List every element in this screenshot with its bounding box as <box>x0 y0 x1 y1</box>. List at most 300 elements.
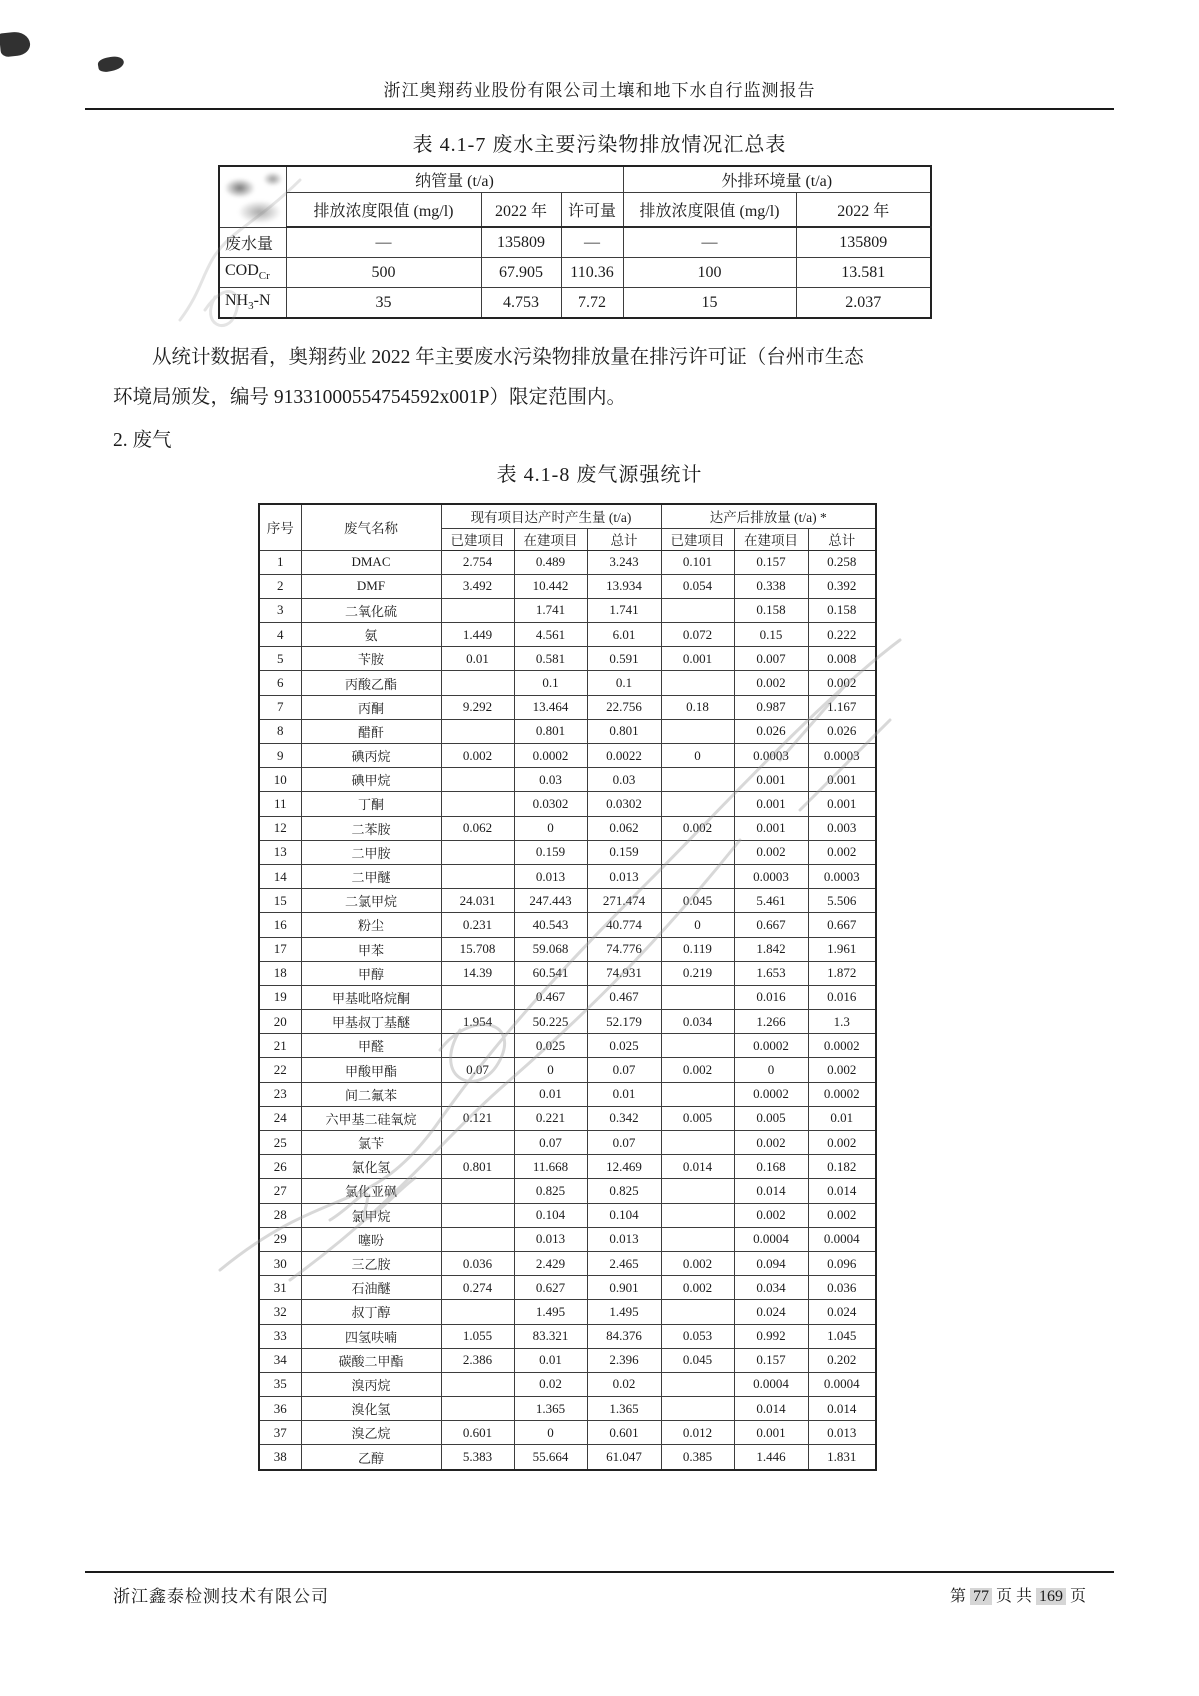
row-index: 30 <box>259 1251 301 1275</box>
value-cell <box>661 1203 734 1227</box>
value-cell: 0.005 <box>661 1106 734 1130</box>
value-cell: 0.013 <box>587 864 661 888</box>
row-index: 36 <box>259 1397 301 1421</box>
value-cell: 0.667 <box>808 913 876 937</box>
gas-name: DMAC <box>301 550 441 574</box>
value-cell: 247.443 <box>514 889 587 913</box>
value-cell: 0.0002 <box>808 1034 876 1058</box>
value-cell: 0.001 <box>734 768 808 792</box>
value-cell: 0.202 <box>808 1348 876 1372</box>
value-cell: 0.002 <box>661 816 734 840</box>
value-cell: 2.754 <box>441 550 514 574</box>
paragraph-line: 环境局颁发，编号 91331000554754592x001P）限定范围内。 <box>113 387 626 408</box>
gas-name: 氯苄 <box>301 1131 441 1155</box>
value-cell: 0.581 <box>514 647 587 671</box>
gas-name: 丙酸乙酯 <box>301 671 441 695</box>
value-cell: 0 <box>514 1058 587 1082</box>
row-index: 33 <box>259 1324 301 1348</box>
value-cell: 74.931 <box>587 961 661 985</box>
row-index: 4 <box>259 623 301 647</box>
header-rule <box>85 108 1114 110</box>
table-row <box>259 1397 876 1421</box>
value-cell: 1.741 <box>514 598 587 622</box>
value-cell <box>661 1131 734 1155</box>
value-cell: 1.365 <box>514 1397 587 1421</box>
value-cell: 0.07 <box>514 1131 587 1155</box>
value-cell: 0.159 <box>514 840 587 864</box>
value-cell: 0.219 <box>661 961 734 985</box>
value-cell: 0.001 <box>808 792 876 816</box>
value-cell: 0.342 <box>587 1106 661 1130</box>
value-cell: 135809 <box>481 227 561 258</box>
page-label: 页 共 <box>995 1588 1032 1605</box>
table-row <box>259 840 876 864</box>
table-row <box>259 695 876 719</box>
value-cell: 1.831 <box>808 1445 876 1470</box>
value-cell: 1.045 <box>808 1324 876 1348</box>
row-index: 5 <box>259 647 301 671</box>
value-cell: 0.157 <box>734 1348 808 1372</box>
value-cell: 0.157 <box>734 550 808 574</box>
value-cell <box>661 1300 734 1324</box>
gas-name: 间二氟苯 <box>301 1082 441 1106</box>
value-cell: 0.025 <box>587 1034 661 1058</box>
value-cell: 1.842 <box>734 937 808 961</box>
column-group-generation: 现有项目达产时产生量 (t/a) <box>441 504 661 528</box>
table-row <box>259 1276 876 1300</box>
footer-company: 浙江鑫泰检测技术有限公司 <box>113 1587 329 1606</box>
value-cell: 12.469 <box>587 1155 661 1179</box>
value-cell: 0.801 <box>514 719 587 743</box>
value-cell: 84.376 <box>587 1324 661 1348</box>
row-index: 14 <box>259 864 301 888</box>
value-cell: 0.627 <box>514 1276 587 1300</box>
value-cell: 1.653 <box>734 961 808 985</box>
scan-ink-mark <box>0 30 31 57</box>
gas-name: 甲苯 <box>301 937 441 961</box>
value-cell: 9.292 <box>441 695 514 719</box>
table-row <box>259 1227 876 1251</box>
value-cell: 0.003 <box>808 816 876 840</box>
table1-title: 表 4.1-7 废水主要污染物排放情况汇总表 <box>412 134 787 156</box>
table-row <box>259 1445 876 1470</box>
table-row <box>259 1179 876 1203</box>
value-cell: 2.386 <box>441 1348 514 1372</box>
table-row <box>259 889 876 913</box>
row-index: 2 <box>259 574 301 598</box>
value-cell: 0 <box>661 744 734 768</box>
value-cell: 0.0302 <box>514 792 587 816</box>
table-row <box>259 1203 876 1227</box>
gas-name: 溴丙烷 <box>301 1372 441 1396</box>
value-cell: 0.119 <box>661 937 734 961</box>
row-index: 23 <box>259 1082 301 1106</box>
value-cell: 0.01 <box>514 1082 587 1106</box>
value-cell: 0.15 <box>734 623 808 647</box>
value-cell: 13.934 <box>587 574 661 598</box>
page-label: 第 <box>949 1588 966 1605</box>
table-row <box>259 913 876 937</box>
value-cell: 0.016 <box>734 985 808 1009</box>
value-cell: 0.258 <box>808 550 876 574</box>
value-cell: 0.591 <box>587 647 661 671</box>
value-cell: 3.243 <box>587 550 661 574</box>
value-cell: 0 <box>661 913 734 937</box>
column-header: 总计 <box>808 528 876 550</box>
value-cell: 0.104 <box>587 1203 661 1227</box>
value-cell: 0.0003 <box>734 744 808 768</box>
row-index: 27 <box>259 1179 301 1203</box>
value-cell: 500 <box>286 258 481 288</box>
value-cell: 15.708 <box>441 937 514 961</box>
table-row <box>259 1300 876 1324</box>
value-cell: 0.992 <box>734 1324 808 1348</box>
value-cell <box>661 768 734 792</box>
value-cell <box>441 1397 514 1421</box>
value-cell: 0.002 <box>734 840 808 864</box>
table-row <box>259 574 876 598</box>
value-cell: 0.034 <box>734 1276 808 1300</box>
current-page-number: 77 <box>970 1588 992 1605</box>
value-cell: 100 <box>623 258 796 288</box>
column-header: 总计 <box>587 528 661 550</box>
gas-name: 二甲醚 <box>301 864 441 888</box>
table-header-row <box>219 166 931 192</box>
value-cell: 0.01 <box>514 1348 587 1372</box>
value-cell: 2.396 <box>587 1348 661 1372</box>
table-row <box>219 258 931 288</box>
gas-name: 碳酸二甲酯 <box>301 1348 441 1372</box>
row-index: 35 <box>259 1372 301 1396</box>
table-row <box>259 985 876 1009</box>
value-cell: 0.002 <box>734 1131 808 1155</box>
row-index: 16 <box>259 913 301 937</box>
table-row <box>259 1058 876 1082</box>
row-index: 8 <box>259 719 301 743</box>
table-row <box>259 671 876 695</box>
table-row <box>259 1251 876 1275</box>
gas-name: 丁酮 <box>301 792 441 816</box>
value-cell: 0.467 <box>514 985 587 1009</box>
table-row <box>259 1324 876 1348</box>
value-cell: 0.104 <box>514 1203 587 1227</box>
table-row <box>219 288 931 319</box>
table-row <box>259 623 876 647</box>
value-cell: 0.07 <box>587 1058 661 1082</box>
value-cell: 0.159 <box>587 840 661 864</box>
paragraph-line: 从统计数据看，奥翔药业 2022 年主要废水污染物排放量在排污许可证（台州市生态 <box>152 347 864 368</box>
value-cell: 0.002 <box>734 1203 808 1227</box>
value-cell: 0.002 <box>661 1251 734 1275</box>
value-cell: 0.054 <box>661 574 734 598</box>
value-cell <box>661 598 734 622</box>
gas-name: 二氧化硫 <box>301 598 441 622</box>
value-cell: 0.121 <box>441 1106 514 1130</box>
value-cell: 1.3 <box>808 1010 876 1034</box>
gas-name: DMF <box>301 574 441 598</box>
value-cell: 10.442 <box>514 574 587 598</box>
row-index: 37 <box>259 1421 301 1445</box>
value-cell: 0.825 <box>587 1179 661 1203</box>
value-cell: 55.664 <box>514 1445 587 1470</box>
gas-name: 四氢呋喃 <box>301 1324 441 1348</box>
value-cell: 1.495 <box>587 1300 661 1324</box>
table-row <box>259 961 876 985</box>
column-header: 2022 年 <box>796 192 931 227</box>
gas-name: 甲醇 <box>301 961 441 985</box>
value-cell: 40.543 <box>514 913 587 937</box>
table-row <box>259 1082 876 1106</box>
table-subheader-row <box>219 192 931 227</box>
value-cell <box>441 1034 514 1058</box>
footer-page-number <box>950 1583 1086 1606</box>
value-cell: 2.429 <box>514 1251 587 1275</box>
value-cell: 1.741 <box>587 598 661 622</box>
value-cell: 1.266 <box>734 1010 808 1034</box>
value-cell <box>441 985 514 1009</box>
value-cell <box>661 1082 734 1106</box>
value-cell: 0.168 <box>734 1155 808 1179</box>
waste-gas-source-table <box>258 503 877 1471</box>
value-cell: 0.014 <box>734 1397 808 1421</box>
table-row <box>259 864 876 888</box>
gas-name: 乙醇 <box>301 1445 441 1470</box>
value-cell: 0.001 <box>734 1421 808 1445</box>
value-cell: 0.005 <box>734 1106 808 1130</box>
value-cell: 0.467 <box>587 985 661 1009</box>
value-cell: 0.016 <box>808 985 876 1009</box>
value-cell: 0.001 <box>734 792 808 816</box>
value-cell: 1.872 <box>808 961 876 985</box>
gas-name: 叔丁醇 <box>301 1300 441 1324</box>
value-cell: 0.096 <box>808 1251 876 1275</box>
value-cell: 0.014 <box>734 1179 808 1203</box>
row-index: 11 <box>259 792 301 816</box>
value-cell: 0.489 <box>514 550 587 574</box>
scan-smudge <box>220 167 286 227</box>
value-cell: 0.182 <box>808 1155 876 1179</box>
row-index: 10 <box>259 768 301 792</box>
row-index: 25 <box>259 1131 301 1155</box>
row-index: 22 <box>259 1058 301 1082</box>
table-row <box>259 1010 876 1034</box>
gas-name: 二氯甲烷 <box>301 889 441 913</box>
row-index: 18 <box>259 961 301 985</box>
value-cell: 0 <box>734 1058 808 1082</box>
row-index: 28 <box>259 1203 301 1227</box>
value-cell: 0.024 <box>808 1300 876 1324</box>
value-cell: 67.905 <box>481 258 561 288</box>
value-cell: 0.094 <box>734 1251 808 1275</box>
value-cell: — <box>561 227 623 258</box>
table-row <box>219 227 931 258</box>
corner-cell <box>219 166 286 227</box>
value-cell: 0.07 <box>441 1058 514 1082</box>
row-index: 26 <box>259 1155 301 1179</box>
value-cell: 0.026 <box>808 719 876 743</box>
gas-name: 三乙胺 <box>301 1251 441 1275</box>
value-cell: 13.464 <box>514 695 587 719</box>
value-cell: 0.0003 <box>808 864 876 888</box>
value-cell: 0.825 <box>514 1179 587 1203</box>
value-cell: 0.0002 <box>514 744 587 768</box>
value-cell: 0.03 <box>514 768 587 792</box>
value-cell: 0.034 <box>661 1010 734 1034</box>
table-header-row <box>259 504 876 528</box>
value-cell: — <box>623 227 796 258</box>
value-cell: 4.753 <box>481 288 561 319</box>
row-index: 31 <box>259 1276 301 1300</box>
row-index: 20 <box>259 1010 301 1034</box>
value-cell: 0.002 <box>808 840 876 864</box>
value-cell: 1.365 <box>587 1397 661 1421</box>
value-cell: 0.0002 <box>808 1082 876 1106</box>
value-cell <box>441 598 514 622</box>
value-cell: 6.01 <box>587 623 661 647</box>
value-cell: 3.492 <box>441 574 514 598</box>
value-cell <box>661 719 734 743</box>
value-cell: 60.541 <box>514 961 587 985</box>
value-cell: 0.0002 <box>734 1082 808 1106</box>
value-cell: 0 <box>514 1421 587 1445</box>
body-paragraph <box>113 338 1086 418</box>
value-cell: 0.801 <box>441 1155 514 1179</box>
row-index: 3 <box>259 598 301 622</box>
value-cell: 35 <box>286 288 481 319</box>
row-index: 34 <box>259 1348 301 1372</box>
table-row <box>259 1372 876 1396</box>
value-cell: 2.465 <box>587 1251 661 1275</box>
gas-name: 二甲胺 <box>301 840 441 864</box>
gas-name: 溴乙烷 <box>301 1421 441 1445</box>
column-header: 排放浓度限值 (mg/l) <box>286 192 481 227</box>
value-cell: — <box>286 227 481 258</box>
column-group-intake: 纳管量 (t/a) <box>286 166 623 192</box>
value-cell <box>441 1300 514 1324</box>
row-index: 7 <box>259 695 301 719</box>
value-cell: 0.053 <box>661 1324 734 1348</box>
value-cell: 0.01 <box>808 1106 876 1130</box>
value-cell <box>661 792 734 816</box>
value-cell: 0.02 <box>587 1372 661 1396</box>
value-cell: 0.0302 <box>587 792 661 816</box>
gas-name: 氯化氢 <box>301 1155 441 1179</box>
value-cell: 0.002 <box>808 671 876 695</box>
column-group-discharge: 外排环境量 (t/a) <box>623 166 931 192</box>
value-cell <box>661 1227 734 1251</box>
column-header: 许可量 <box>561 192 623 227</box>
gas-name: 碘丙烷 <box>301 744 441 768</box>
value-cell: 0.013 <box>514 1227 587 1251</box>
value-cell <box>441 768 514 792</box>
value-cell: 0.045 <box>661 1348 734 1372</box>
value-cell: 74.776 <box>587 937 661 961</box>
value-cell: 0.02 <box>514 1372 587 1396</box>
value-cell: 0.036 <box>441 1251 514 1275</box>
column-header: 2022 年 <box>481 192 561 227</box>
column-header: 排放浓度限值 (mg/l) <box>623 192 796 227</box>
value-cell <box>441 1131 514 1155</box>
scan-ink-mark <box>97 55 125 73</box>
value-cell: 0.007 <box>734 647 808 671</box>
value-cell: 0.101 <box>661 550 734 574</box>
row-index: 12 <box>259 816 301 840</box>
value-cell: 1.167 <box>808 695 876 719</box>
value-cell <box>661 1034 734 1058</box>
value-cell: 52.179 <box>587 1010 661 1034</box>
value-cell: 0.03 <box>587 768 661 792</box>
value-cell: 0.012 <box>661 1421 734 1445</box>
value-cell: 0.274 <box>441 1276 514 1300</box>
gas-name: 氯甲烷 <box>301 1203 441 1227</box>
value-cell <box>441 792 514 816</box>
row-index: 17 <box>259 937 301 961</box>
value-cell <box>661 985 734 1009</box>
gas-name: 氨 <box>301 623 441 647</box>
value-cell <box>441 1082 514 1106</box>
table-row <box>259 550 876 574</box>
gas-name: 氯化亚砜 <box>301 1179 441 1203</box>
value-cell: 0.392 <box>808 574 876 598</box>
gas-name: 石油醚 <box>301 1276 441 1300</box>
value-cell: 13.581 <box>796 258 931 288</box>
value-cell: 1.961 <box>808 937 876 961</box>
table-row <box>259 792 876 816</box>
value-cell: 0.158 <box>734 598 808 622</box>
row-index: 21 <box>259 1034 301 1058</box>
value-cell: 0.0022 <box>587 744 661 768</box>
value-cell: 0.002 <box>734 671 808 695</box>
total-page-number: 169 <box>1036 1588 1066 1605</box>
column-header: 在建项目 <box>514 528 587 550</box>
value-cell: 2.037 <box>796 288 931 319</box>
value-cell: 0.025 <box>514 1034 587 1058</box>
value-cell: 0.045 <box>661 889 734 913</box>
value-cell: 0.024 <box>734 1300 808 1324</box>
gas-name: 噻吩 <box>301 1227 441 1251</box>
value-cell: 1.446 <box>734 1445 808 1470</box>
value-cell <box>441 1372 514 1396</box>
value-cell: 0.987 <box>734 695 808 719</box>
value-cell: 59.068 <box>514 937 587 961</box>
value-cell: 0.0003 <box>734 864 808 888</box>
table-row <box>259 1106 876 1130</box>
row-index: 13 <box>259 840 301 864</box>
column-header: 已建项目 <box>441 528 514 550</box>
value-cell: 0 <box>514 816 587 840</box>
row-index: 9 <box>259 744 301 768</box>
value-cell: 83.321 <box>514 1324 587 1348</box>
table-row <box>259 1131 876 1155</box>
value-cell: 0.0004 <box>808 1372 876 1396</box>
value-cell: 0.1 <box>587 671 661 695</box>
gas-name: 六甲基二硅氧烷 <box>301 1106 441 1130</box>
row-index: 19 <box>259 985 301 1009</box>
table-row <box>259 937 876 961</box>
gas-name: 甲酸甲酯 <box>301 1058 441 1082</box>
value-cell <box>661 671 734 695</box>
pollutant-name: $COD_{Cr}$ <box>219 258 286 288</box>
section-heading-gas: 2. 废气 <box>113 430 172 451</box>
value-cell: 61.047 <box>587 1445 661 1470</box>
column-header: 在建项目 <box>734 528 808 550</box>
value-cell: 5.506 <box>808 889 876 913</box>
value-cell <box>661 864 734 888</box>
value-cell: 1.495 <box>514 1300 587 1324</box>
gas-name: 甲基叔丁基醚 <box>301 1010 441 1034</box>
value-cell: 110.36 <box>561 258 623 288</box>
value-cell: 1.449 <box>441 623 514 647</box>
